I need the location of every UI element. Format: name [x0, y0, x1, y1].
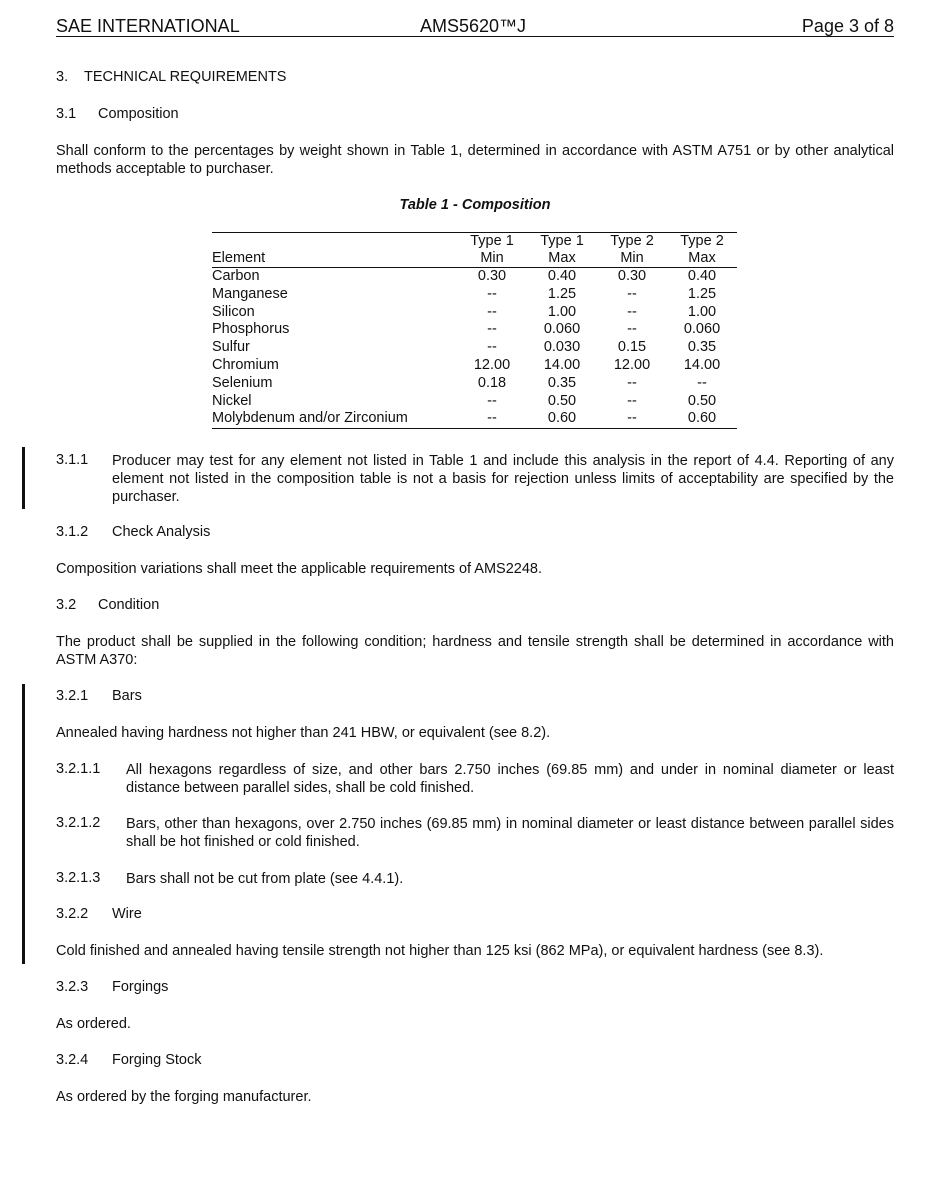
section-number: 3.2.1.3	[56, 870, 101, 886]
column-header: Element	[212, 250, 266, 266]
table-row	[212, 268, 737, 286]
element-name-cell: Silicon	[212, 303, 255, 320]
section-3-2-4-heading	[56, 1052, 202, 1068]
element-name-cell: Molybdenum and/or Zirconium	[212, 410, 408, 427]
value-cell: --	[487, 285, 497, 302]
table-row	[212, 357, 737, 375]
section-3-1-2-heading	[56, 524, 211, 540]
element-name-cell: Chromium	[212, 356, 279, 373]
column-header: Type 2 Max	[680, 233, 724, 266]
value-cell: --	[487, 410, 497, 427]
value-cell: 0.50	[547, 392, 577, 409]
element-name-cell: Phosphorus	[212, 321, 290, 338]
section-number: 3.2.4	[56, 1052, 89, 1068]
section-title: Bars	[112, 688, 142, 704]
table-row	[212, 321, 737, 339]
section-number: 3.2.2	[56, 906, 89, 922]
value-cell: 1.25	[547, 285, 577, 302]
value-cell: 0.60	[687, 410, 717, 427]
section-3-2-heading	[56, 597, 160, 613]
section-title: Forging Stock	[112, 1052, 202, 1068]
value-cell: --	[487, 303, 497, 320]
value-cell: 14.00	[543, 356, 581, 373]
value-cell: 1.25	[687, 285, 717, 302]
value-cell: --	[627, 285, 637, 302]
column-header: Type 2 Min	[610, 233, 654, 266]
section-number: 3.2.1.1	[56, 761, 101, 777]
element-name-cell: Manganese	[212, 285, 288, 302]
value-cell: --	[627, 303, 637, 320]
section-3-1-1-text: Producer may test for any element not listed in Table 1 and include this analysis in the report of 4.4. Reporting of any element not listed in the composition table is not a basis for rejection unless limits of acceptability are specified by the purchaser.	[112, 453, 894, 505]
composition-paragraph: Shall conform to the percentages by weight shown in Table 1, determined in accordance with ASTM A751 or by other analytical methods acceptable to purchaser.	[56, 143, 894, 177]
page-number: Page 3 of 8	[801, 16, 894, 36]
section-number: 3.2	[56, 597, 77, 613]
column-header: Type 1 Max	[540, 233, 584, 266]
forgings-paragraph: As ordered.	[56, 1016, 131, 1032]
value-cell: 0.030	[543, 339, 581, 356]
value-cell: --	[627, 321, 637, 338]
change-bar	[22, 447, 25, 509]
section-3-2-3-heading	[56, 979, 169, 995]
element-name-cell: Sulfur	[212, 339, 250, 356]
value-cell: 0.30	[477, 268, 507, 284]
value-cell: --	[487, 392, 497, 409]
value-cell: 0.40	[547, 268, 577, 284]
section-3-2-1-3-text: Bars shall not be cut from plate (see 4.4.1).	[126, 871, 404, 887]
table-row	[212, 304, 737, 322]
table-header-row	[212, 233, 737, 268]
publisher-name: SAE INTERNATIONAL	[56, 16, 240, 36]
section-number: 3.1	[56, 106, 77, 122]
value-cell: 0.15	[617, 339, 647, 356]
table-row	[212, 410, 737, 428]
value-cell: --	[627, 374, 637, 391]
section-title: Wire	[112, 906, 142, 922]
value-cell: 0.50	[687, 392, 717, 409]
table-row	[212, 375, 737, 393]
value-cell: 12.00	[473, 356, 511, 373]
value-cell: --	[627, 392, 637, 409]
section-number: 3.1.1	[56, 452, 89, 468]
section-title: TECHNICAL REQUIREMENTS	[84, 69, 287, 85]
value-cell: 1.00	[687, 303, 717, 320]
change-bar	[22, 684, 25, 964]
check-analysis-paragraph: Composition variations shall meet the applicable requirements of AMS2248.	[56, 561, 543, 577]
value-cell: 0.35	[547, 374, 577, 391]
document-number: AMS5620™J	[420, 16, 527, 36]
composition-table	[212, 232, 737, 429]
page-header	[56, 14, 894, 37]
section-title: Condition	[98, 597, 160, 613]
section-3-2-1-2-text: Bars, other than hexagons, over 2.750 inches (69.85 mm) in nominal diameter or least distance between parallel sides shall be hot finished or cold finished.	[126, 816, 894, 850]
table-row	[212, 286, 737, 304]
section-3-2-1-heading	[56, 688, 142, 704]
value-cell: 0.40	[687, 268, 717, 284]
section-number: 3.2.1.2	[56, 815, 101, 831]
value-cell: 0.60	[547, 410, 577, 427]
section-number: 3.1.2	[56, 524, 89, 540]
value-cell: 0.060	[543, 321, 581, 338]
value-cell: 0.35	[687, 339, 717, 356]
column-header: Type 1 Min	[470, 233, 514, 266]
element-name-cell: Selenium	[212, 374, 273, 391]
value-cell: 1.00	[547, 303, 577, 320]
table-row	[212, 339, 737, 357]
value-cell: --	[697, 374, 707, 391]
value-cell: --	[487, 339, 497, 356]
section-title: Composition	[98, 106, 179, 122]
value-cell: 12.00	[613, 356, 651, 373]
section-3-heading	[56, 69, 287, 85]
value-cell: 0.30	[617, 268, 647, 284]
condition-paragraph: The product shall be supplied in the following condition; hardness and tensile strength shall be determined in accordance with ASTM A370:	[56, 634, 894, 668]
section-3-2-2-heading	[56, 906, 142, 922]
section-3-2-1-1-text: All hexagons regardless of size, and other bars 2.750 inches (69.85 mm) and under in nominal diameter or least distance between parallel sides, shall be cold finished.	[126, 762, 894, 796]
bars-paragraph: Annealed having hardness not higher than 241 HBW, or equivalent (see 8.2).	[56, 725, 551, 741]
element-name-cell: Carbon	[212, 268, 260, 284]
value-cell: --	[627, 410, 637, 427]
value-cell: 14.00	[683, 356, 721, 373]
section-3-1-heading	[56, 106, 179, 122]
table-caption: Table 1 - Composition	[399, 197, 551, 213]
value-cell: --	[487, 321, 497, 338]
element-name-cell: Nickel	[212, 392, 252, 409]
value-cell: 0.060	[683, 321, 721, 338]
section-title: Check Analysis	[112, 524, 211, 540]
section-number: 3.2.3	[56, 979, 89, 995]
forging-stock-paragraph: As ordered by the forging manufacturer.	[56, 1089, 312, 1105]
section-number: 3.2.1	[56, 688, 89, 704]
section-number: 3.	[56, 69, 69, 85]
section-title: Forgings	[112, 979, 169, 995]
table-row	[212, 393, 737, 411]
value-cell: 0.18	[477, 374, 507, 391]
wire-paragraph: Cold finished and annealed having tensile strength not higher than 125 ksi (862 MPa), or equivalent hardness (see 8.3).	[56, 943, 824, 959]
